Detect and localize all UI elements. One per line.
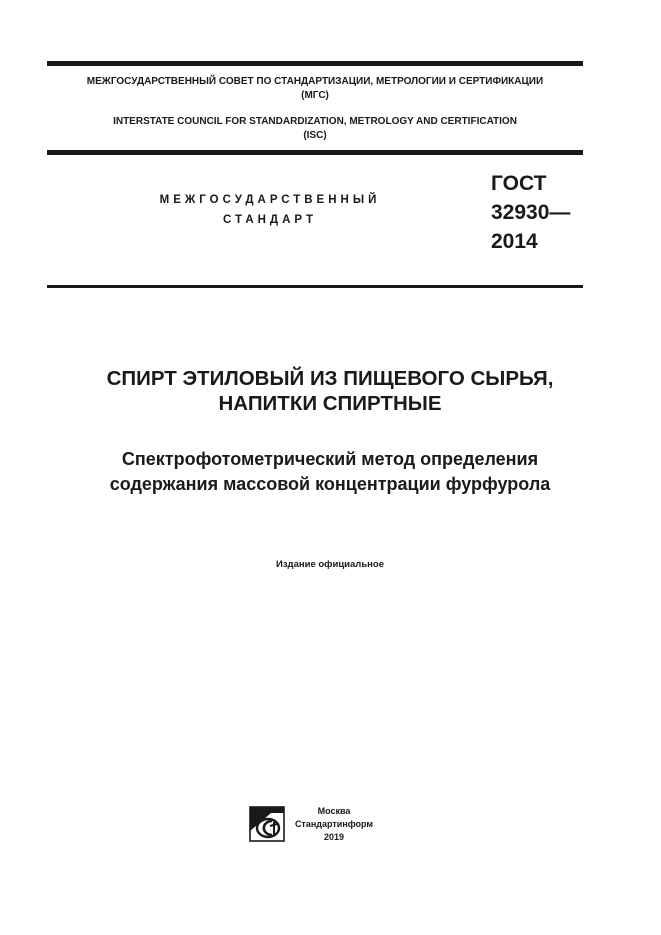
standard-type-line2: СТАНДАРТ: [223, 214, 317, 226]
top-divider: [47, 61, 583, 66]
document-title-line2: НАПИТКИ СПИРТНЫЕ: [218, 392, 442, 415]
publisher-imprint: [292, 805, 376, 844]
standard-type-line1: МЕЖГОСУДАРСТВЕННЫЙ: [159, 194, 381, 206]
document-subtitle-line2: содержания массовой концентрации фурфурола: [109, 474, 551, 494]
council-name-en-line: INTERSTATE COUNCIL FOR STANDARDIZATION, METROLOGY AND CERTIFICATION: [113, 116, 517, 127]
publication-year: 2019: [323, 832, 345, 842]
middle-divider: [47, 150, 583, 155]
standard-code: [491, 169, 570, 256]
standard-type: [120, 190, 420, 230]
council-name-ru-line: МЕЖГОСУДАРСТВЕННЫЙ СОВЕТ ПО СТАНДАРТИЗАЦИИ, МЕТРОЛОГИИ И СЕРТИФИКАЦИИ: [86, 76, 544, 87]
council-abbr-ru: (МГС): [301, 90, 329, 101]
document-title-line1: СПИРТ ЭТИЛОВЫЙ ИЗ ПИЩЕВОГО СЫРЬЯ,: [106, 367, 554, 390]
publisher-city: Москва: [317, 806, 351, 816]
council-abbr-en: (ISC): [303, 130, 327, 141]
document-title: [47, 366, 613, 416]
publisher-name: Стандартинформ: [294, 819, 374, 829]
standard-code-prefix: ГОСТ: [491, 172, 547, 195]
standard-code-number: 32930—: [491, 201, 571, 224]
document-subtitle-line1: Спектрофотометрический метод определения: [121, 449, 539, 469]
document-subtitle: [47, 447, 613, 497]
council-name-ru: [47, 75, 583, 103]
standartinform-logo-icon: [249, 806, 285, 842]
standard-code-year: 2014: [491, 230, 538, 253]
edition-label: Издание официальное: [276, 559, 384, 570]
council-name-en: [47, 115, 583, 143]
bottom-divider: [47, 285, 583, 288]
